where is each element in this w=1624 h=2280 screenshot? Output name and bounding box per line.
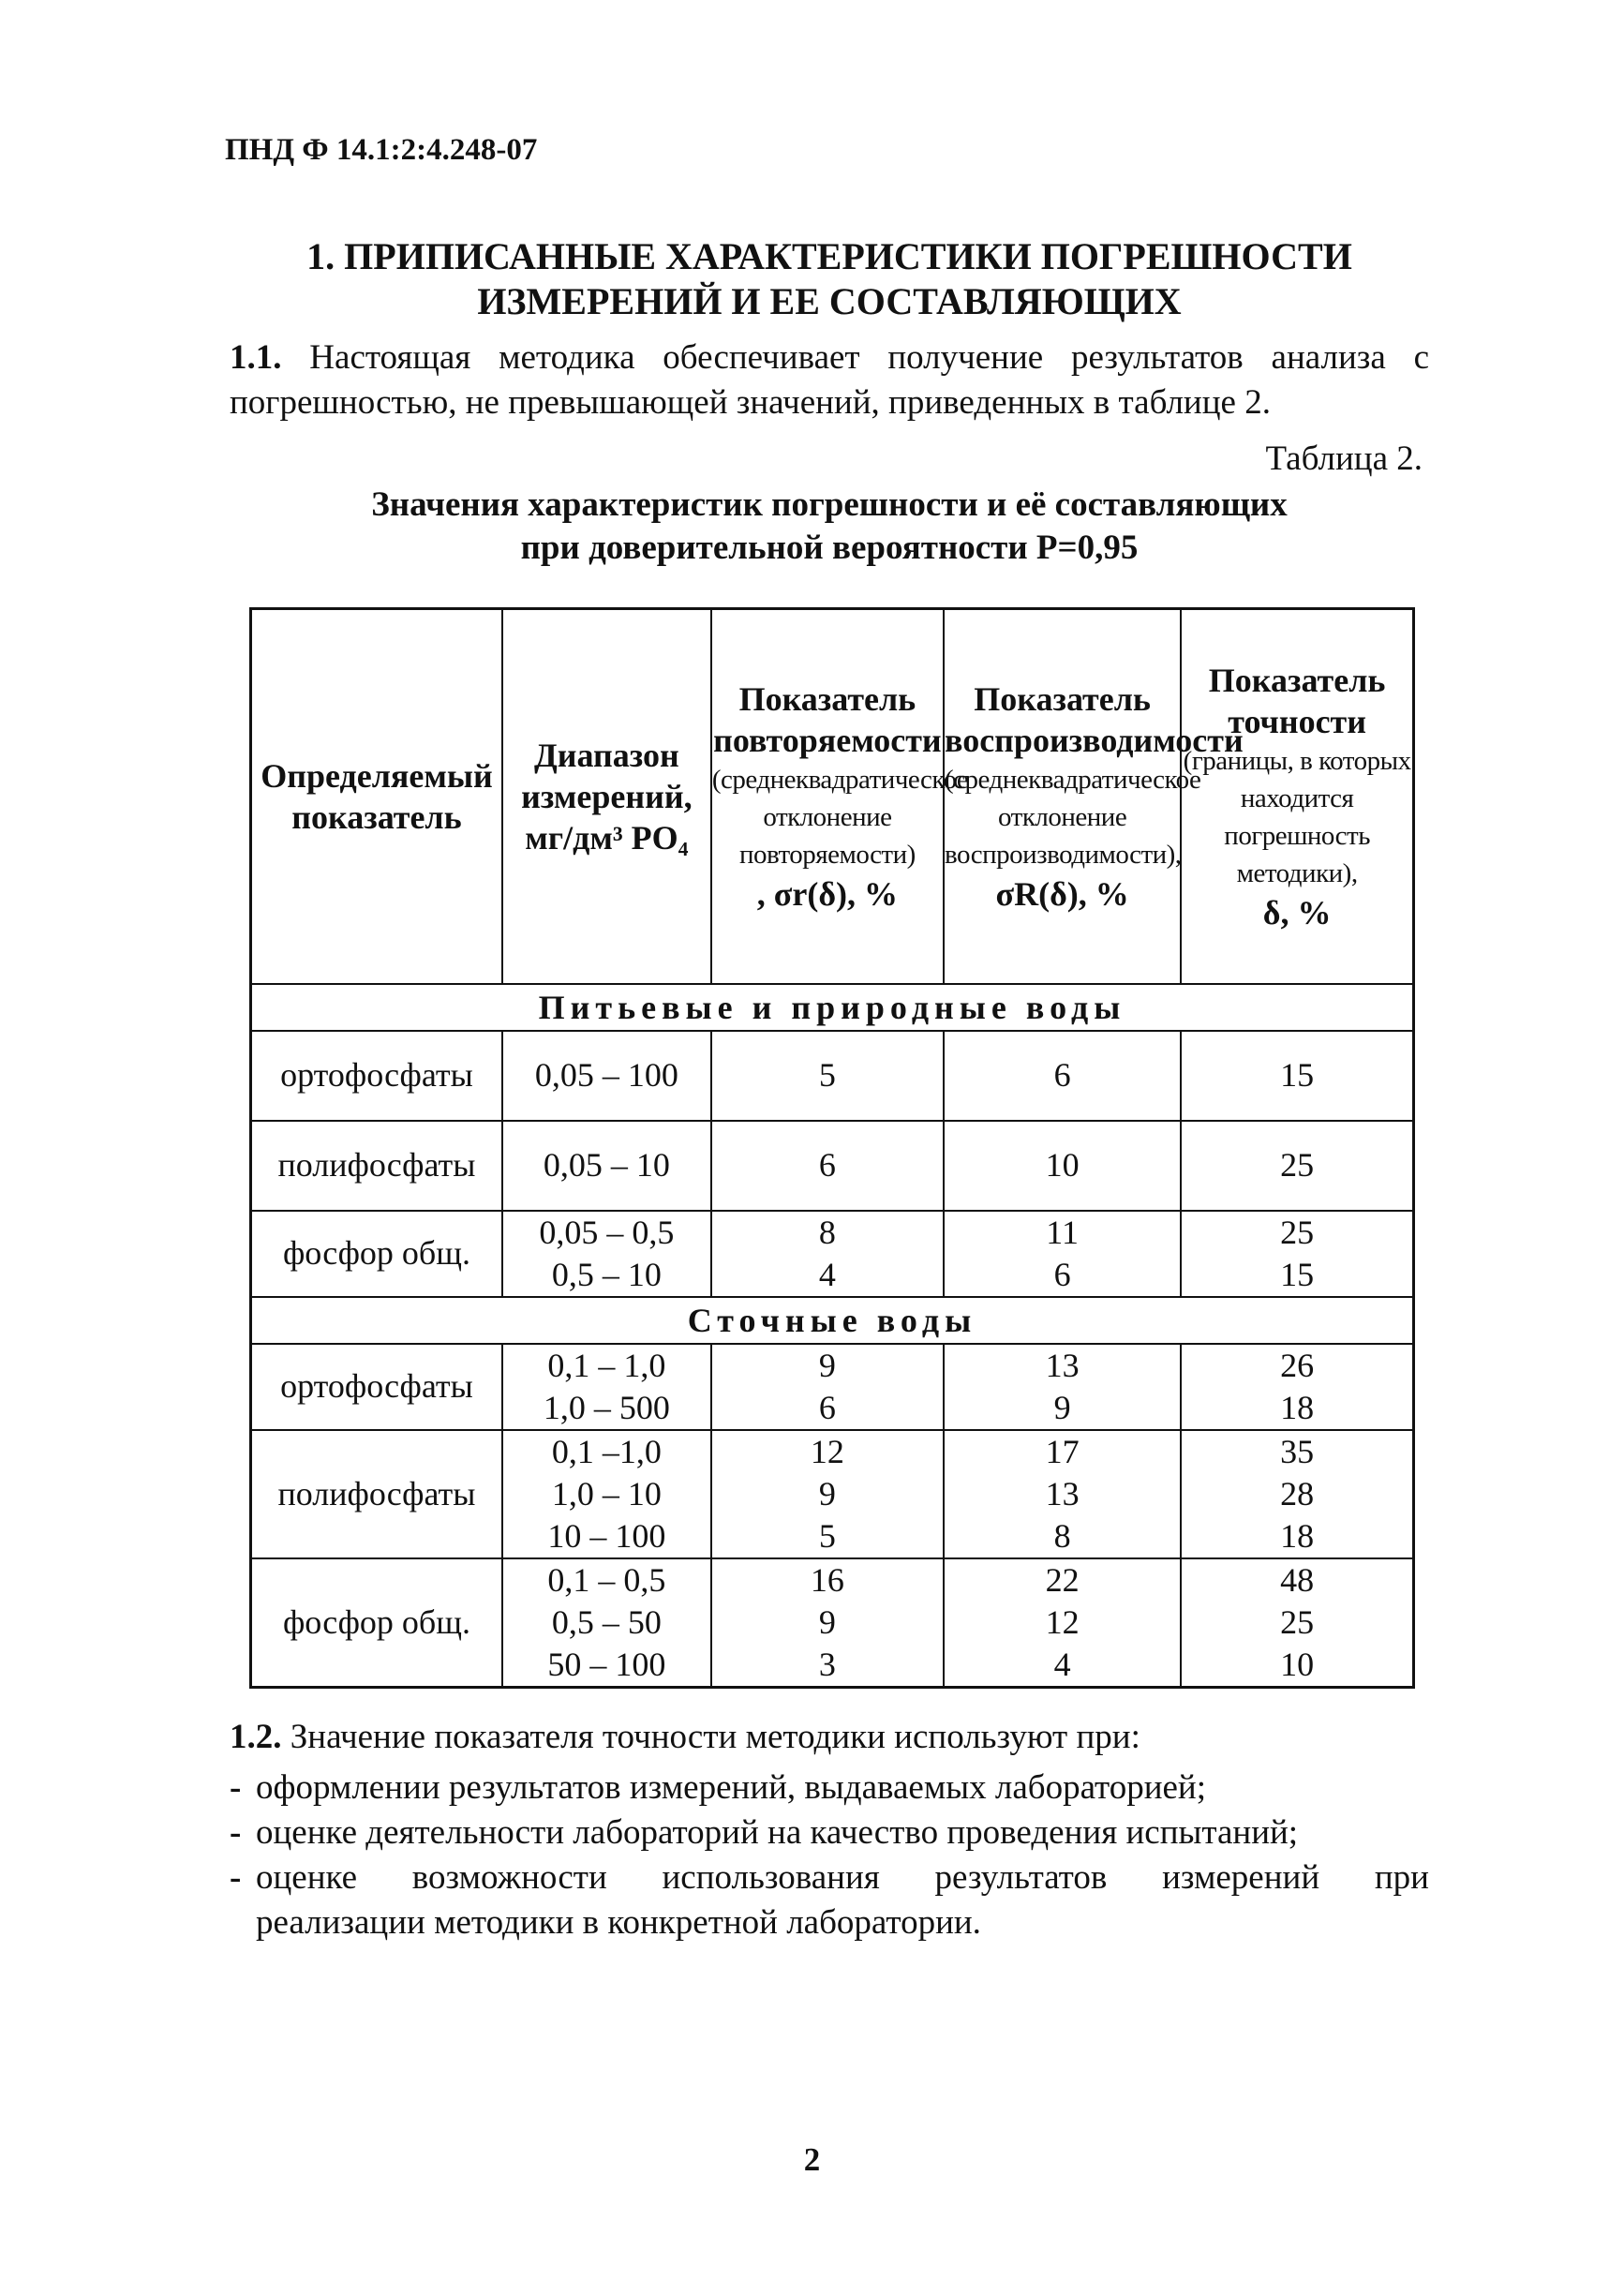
cell-range: [502, 1344, 711, 1430]
cell-repeatability-value: 8: [818, 1213, 836, 1251]
cell-indicator-name: ортофосфаты: [251, 1031, 502, 1121]
cell-indicator-name: ортофосфаты: [251, 1344, 502, 1430]
cell-reproducibility-value: 6: [1053, 1255, 1071, 1293]
cell-repeatability-value: 6: [818, 1388, 836, 1426]
cell-accuracy: [1181, 1031, 1413, 1121]
bullet-item: - оценке деятельности лабораторий на качество проведения испытаний;: [230, 1811, 1429, 1855]
paragraph-1-2: [230, 1715, 1429, 1760]
cell-range-value: 1,0 – 500: [543, 1388, 670, 1426]
cell-range: [502, 1211, 711, 1297]
cell-accuracy-value: 26: [1280, 1346, 1315, 1384]
cell-accuracy-value: 18: [1280, 1388, 1315, 1426]
cell-repeatability-value: 5: [818, 1516, 836, 1555]
cell-reproducibility-value: 13: [1045, 1346, 1080, 1384]
table-body: [251, 984, 1414, 1688]
cell-accuracy: [1181, 1344, 1413, 1430]
bullet-dash: -: [230, 1768, 242, 1807]
header-accuracy: Показатель точности (границы, в которых находится погрешность методики), δ, %: [1181, 609, 1413, 984]
cell-repeatability-value: 4: [818, 1255, 836, 1293]
cell-accuracy-value: 25: [1280, 1213, 1315, 1251]
table-label: Таблица 2.: [1265, 440, 1423, 478]
cell-reproducibility: [944, 1558, 1181, 1688]
cell-accuracy-value: 18: [1280, 1516, 1315, 1555]
cell-reproducibility-value: 11: [1046, 1213, 1079, 1251]
table-row: [251, 1031, 1414, 1121]
cell-indicator-name: фосфор общ.: [251, 1558, 502, 1688]
cell-indicator-name: полифосфаты: [251, 1121, 502, 1211]
cell-reproducibility-value: 10: [1045, 1146, 1080, 1184]
cell-accuracy-value: 25: [1280, 1146, 1315, 1184]
cell-repeatability-value: 5: [818, 1056, 836, 1094]
bullet-item: - оценке возможности использования результатов измерений при: [230, 1855, 1429, 1900]
cell-repeatability-value: 9: [818, 1474, 836, 1513]
section-header-row: [251, 984, 1414, 1031]
cell-range-value: 0,05 – 10: [543, 1146, 670, 1184]
cell-range-value: 0,5 – 10: [551, 1255, 662, 1293]
page-number: 2: [803, 2141, 821, 2178]
cell-accuracy: [1181, 1211, 1413, 1297]
cell-repeatability: [711, 1344, 944, 1430]
cell-repeatability: [711, 1121, 944, 1211]
cell-reproducibility-value: 4: [1053, 1645, 1071, 1683]
cell-range: [502, 1430, 711, 1558]
paragraph-1-1: [230, 335, 1429, 425]
cell-repeatability-value: 16: [810, 1560, 844, 1599]
cell-accuracy-value: 28: [1280, 1474, 1315, 1513]
table-title-line-2: при доверительной вероятности Р=0,95: [520, 529, 1139, 567]
cell-range-value: 50 – 100: [547, 1645, 666, 1683]
section-heading: [225, 234, 1434, 324]
heading-line-1: 1. ПРИПИСАННЫЕ ХАРАКТЕРИСТИКИ ПОГРЕШНОСТИ: [306, 235, 1352, 277]
section-title: Сточные воды: [251, 1297, 1414, 1344]
cell-reproducibility-value: 9: [1053, 1388, 1071, 1426]
paragraph-text: Значение показателя точности методики используют при:: [290, 1718, 1140, 1756]
cell-range-value: 0,1 –1,0: [551, 1432, 662, 1470]
cell-repeatability: [711, 1430, 944, 1558]
cell-accuracy-value: 10: [1280, 1645, 1315, 1683]
section-header-row: [251, 1297, 1414, 1344]
bullet-item-continuation: реализации методики в конкретной лаборатории.: [256, 1903, 981, 1942]
bullet-dash: -: [230, 1813, 242, 1852]
cell-range-value: 0,5 – 50: [551, 1602, 662, 1641]
table-title: [225, 484, 1434, 570]
header-repeatability: Показатель повторяемости (среднеквадратическое отклонение повторяемости) , σr(δ), %: [711, 609, 944, 984]
cell-accuracy-value: 25: [1280, 1602, 1315, 1641]
cell-reproducibility: [944, 1211, 1181, 1297]
cell-accuracy: [1181, 1121, 1413, 1211]
cell-accuracy-value: 15: [1280, 1056, 1315, 1094]
table-row: [251, 1121, 1414, 1211]
cell-range-value: 1,0 – 10: [551, 1474, 662, 1513]
paragraph-number: 1.2.: [230, 1718, 282, 1756]
cell-accuracy-value: 48: [1280, 1560, 1315, 1599]
cell-range-value: 0,05 – 0,5: [539, 1213, 675, 1251]
cell-reproducibility-value: 13: [1045, 1474, 1080, 1513]
cell-indicator-name: фосфор общ.: [251, 1211, 502, 1297]
paragraph-text: Настоящая методика обеспечивает получение результатов анализа с погрешностью, не превышающей значений, приведенных в таблице 2.: [230, 338, 1429, 422]
document-code: ПНД Ф 14.1:2:4.248-07: [225, 133, 538, 167]
heading-line-2: ИЗМЕРЕНИЙ И ЕЕ СОСТАВЛЯЮЩИХ: [477, 280, 1182, 322]
header-measurement-range: Диапазон измерений, мг/дм³ PO₄: [502, 609, 711, 984]
cell-reproducibility: [944, 1344, 1181, 1430]
paragraph-number: 1.1.: [230, 338, 282, 377]
header-reproducibility: Показатель воспроизводимости (среднеквадратическое отклонение воспроизводимости), σR(δ), %: [944, 609, 1181, 984]
cell-range-value: 0,1 – 1,0: [547, 1346, 666, 1384]
table-row: [251, 1211, 1414, 1297]
cell-range: [502, 1558, 711, 1688]
table-row: [251, 1558, 1414, 1688]
cell-repeatability-value: 9: [818, 1602, 836, 1641]
cell-accuracy: [1181, 1558, 1413, 1688]
cell-reproducibility: [944, 1121, 1181, 1211]
cell-indicator-name: полифосфаты: [251, 1430, 502, 1558]
table-row: [251, 1344, 1414, 1430]
bullet-dash: -: [230, 1858, 242, 1897]
section-title: Питьевые и природные воды: [251, 984, 1414, 1031]
cell-reproducibility: [944, 1430, 1181, 1558]
cell-range: [502, 1031, 711, 1121]
cell-repeatability: [711, 1211, 944, 1297]
cell-reproducibility-value: 6: [1053, 1056, 1071, 1094]
cell-reproducibility-value: 12: [1045, 1602, 1080, 1641]
cell-range: [502, 1121, 711, 1211]
cell-repeatability: [711, 1031, 944, 1121]
table-row: [251, 1430, 1414, 1558]
cell-reproducibility-value: 22: [1045, 1560, 1080, 1599]
cell-range-value: 0,1 – 0,5: [547, 1560, 666, 1599]
cell-repeatability: [711, 1558, 944, 1688]
cell-range-value: 0,05 – 100: [534, 1056, 678, 1094]
header-determined-indicator: Определяемый показатель: [251, 609, 502, 984]
error-characteristics-table: [249, 607, 1415, 1689]
table-header-row: [251, 609, 1414, 984]
cell-reproducibility-value: 8: [1053, 1516, 1071, 1555]
table-title-line-1: Значения характеристик погрешности и её составляющих: [371, 485, 1288, 524]
cell-accuracy-value: 15: [1280, 1255, 1315, 1293]
cell-range-value: 10 – 100: [547, 1516, 666, 1555]
cell-accuracy: [1181, 1430, 1413, 1558]
cell-repeatability-value: 12: [810, 1432, 844, 1470]
cell-reproducibility: [944, 1031, 1181, 1121]
cell-reproducibility-value: 17: [1045, 1432, 1080, 1470]
cell-repeatability-value: 3: [818, 1645, 836, 1683]
cell-accuracy-value: 35: [1280, 1432, 1315, 1470]
bullet-item: - оформлении результатов измерений, выдаваемых лабораторией;: [230, 1766, 1429, 1811]
cell-repeatability-value: 9: [818, 1346, 836, 1384]
cell-repeatability-value: 6: [818, 1146, 836, 1184]
